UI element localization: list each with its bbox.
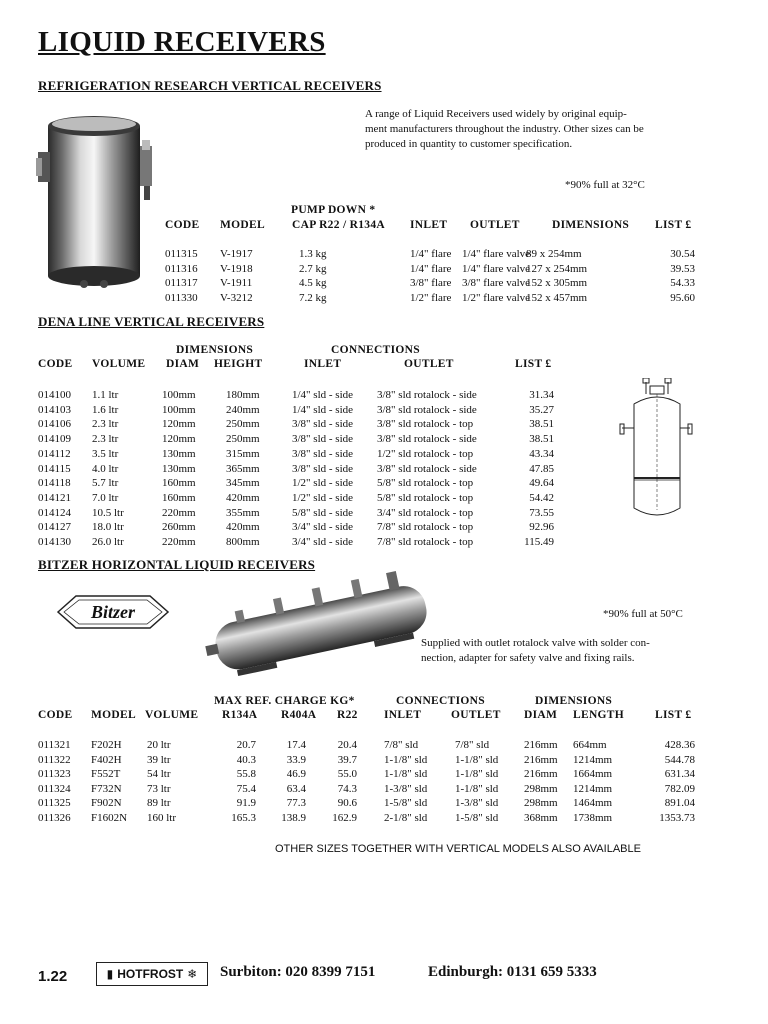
bitzer-row-cell-list: 891.04 bbox=[664, 797, 695, 810]
dena-row-cell-code: 014127 bbox=[38, 521, 71, 534]
bitzer-row-cell-length: 664mm bbox=[573, 739, 607, 751]
dena-header-list: LIST £ bbox=[515, 358, 552, 370]
bitzer-row-cell-r134a: 75.4 bbox=[236, 782, 256, 795]
bitzer-row-cell-list: 428.36 bbox=[664, 739, 695, 751]
bitzer-footnote: OTHER SIZES TOGETHER WITH VERTICAL MODELS ALSO AVAILABLE bbox=[275, 843, 641, 855]
bitzer-row-cell-outlet: 7/8" sld bbox=[455, 739, 490, 751]
dena-row-cell-list: 31.34 bbox=[529, 389, 554, 401]
bitzer-row-cell-r134a: 40.3 bbox=[236, 753, 256, 766]
bitzer-row-cell-outlet: 1-1/8" sld bbox=[455, 768, 499, 781]
bitzer-row-cell-diam: 216mm bbox=[524, 739, 558, 751]
dena-header-connections: CONNECTIONS bbox=[331, 344, 420, 356]
rr-row-cell-inlet: 1/4" flare bbox=[410, 262, 452, 275]
bitzer-row-cell-outlet: 1-5/8" sld bbox=[455, 812, 499, 824]
bitzer-row-cell-r404a: 33.9 bbox=[286, 753, 306, 766]
dena-row-cell-code: 014109 bbox=[38, 433, 71, 446]
dena-header-code: CODE bbox=[38, 358, 73, 370]
bitzer-fill-note: *90% full at 50°C bbox=[603, 608, 683, 620]
bitzer-row-cell-r134a: 20.7 bbox=[236, 739, 256, 751]
bitzer-row-cell-r22: 162.9 bbox=[332, 812, 357, 824]
dena-row-cell-code: 014100 bbox=[38, 389, 71, 401]
bitzer-row-cell-diam: 298mm bbox=[524, 782, 558, 795]
rr-row-cell-dimensions: 89 x 254mm bbox=[526, 248, 582, 260]
dena-row-cell-volume: 3.5 ltr bbox=[92, 447, 119, 460]
bitzer-header-list: LIST £ bbox=[655, 709, 692, 721]
rr-description bbox=[365, 107, 644, 152]
bitzer-row-cell-code: 011322 bbox=[38, 753, 71, 766]
rr-header-cap: CAP R22 / R134A bbox=[292, 219, 385, 231]
dena-row-cell-volume: 18.0 ltr bbox=[92, 521, 124, 534]
page-title: LIQUID RECEIVERS bbox=[38, 26, 326, 58]
rr-row-cell-code: 011330 bbox=[165, 292, 198, 305]
rr-row-cell-code: 011315 bbox=[165, 248, 198, 260]
dena-row-cell-list: 49.64 bbox=[529, 477, 554, 490]
dena-row-cell-volume: 2.3 ltr bbox=[92, 418, 119, 431]
rr-section-heading: REFRIGERATION RESEARCH VERTICAL RECEIVERS bbox=[38, 78, 382, 93]
dena-row-cell-list: 35.27 bbox=[529, 403, 554, 416]
bitzer-row-cell-model: F552T bbox=[91, 768, 121, 781]
dena-row-cell-outlet: 3/8" sld rotalock - side bbox=[377, 433, 477, 446]
bitzer-row-cell-outlet: 1-1/8" sld bbox=[455, 782, 499, 795]
bitzer-row-cell-diam: 298mm bbox=[524, 797, 558, 810]
bitzer-row-cell-model: F902N bbox=[91, 797, 122, 810]
rr-row-cell-model: V-3212 bbox=[220, 292, 253, 305]
rr-row-cell-code: 011317 bbox=[165, 277, 198, 290]
dena-row-cell-code: 014115 bbox=[38, 462, 71, 475]
dena-row-cell-volume: 2.3 ltr bbox=[92, 433, 119, 446]
dena-row-cell-diam: 120mm bbox=[162, 433, 196, 446]
dena-row-cell-inlet: 1/4" sld - side bbox=[292, 389, 354, 401]
dena-row-cell-outlet: 3/8" sld rotalock - side bbox=[377, 462, 477, 475]
horizontal-receiver-image bbox=[200, 568, 440, 680]
bitzer-row-cell-r22: 55.0 bbox=[337, 768, 357, 781]
bitzer-row-cell-inlet: 2-1/8" sld bbox=[384, 812, 428, 824]
dena-row-cell-height: 315mm bbox=[226, 447, 260, 460]
dena-row-cell-volume: 26.0 ltr bbox=[92, 536, 124, 548]
dena-row-cell-code: 014106 bbox=[38, 418, 71, 431]
dena-row-cell-code: 014103 bbox=[38, 403, 71, 416]
bitzer-row-cell-code: 011325 bbox=[38, 797, 71, 810]
bitzer-row-cell-r22: 39.7 bbox=[337, 753, 357, 766]
dena-row-cell-height: 420mm bbox=[226, 521, 260, 534]
hotfrost-logo bbox=[96, 962, 208, 986]
dena-row-cell-volume: 4.0 ltr bbox=[92, 462, 119, 475]
bitzer-row-cell-volume: 89 ltr bbox=[147, 797, 171, 810]
rr-row-cell-inlet: 1/4" flare bbox=[410, 248, 452, 260]
rr-row-cell-outlet: 1/4" flare valve bbox=[462, 262, 531, 275]
dena-row-cell-volume: 7.0 ltr bbox=[92, 491, 119, 504]
dena-row-cell-diam: 220mm bbox=[162, 536, 196, 548]
dena-row-cell-list: 38.51 bbox=[529, 433, 554, 446]
bitzer-header-r134a: R134A bbox=[222, 709, 258, 721]
dena-row-cell-outlet: 7/8" sld rotalock - top bbox=[377, 521, 474, 534]
dena-row-cell-diam: 130mm bbox=[162, 462, 196, 475]
rr-row-cell-inlet: 3/8" flare bbox=[410, 277, 452, 290]
dena-row-cell-diam: 160mm bbox=[162, 477, 196, 490]
bitzer-header-volume: VOLUME bbox=[145, 709, 199, 721]
dena-row-cell-diam: 120mm bbox=[162, 418, 196, 431]
dena-row-cell-height: 250mm bbox=[226, 418, 260, 431]
bitzer-row-cell-length: 1464mm bbox=[573, 797, 613, 810]
bitzer-header-code: CODE bbox=[38, 709, 73, 721]
bitzer-row-cell-r404a: 63.4 bbox=[286, 782, 306, 795]
bitzer-header-outlet: OUTLET bbox=[451, 709, 501, 721]
bitzer-row-cell-r404a: 138.9 bbox=[281, 812, 306, 824]
rr-fill-note: *90% full at 32°C bbox=[565, 179, 645, 191]
dena-row-cell-code: 014130 bbox=[38, 536, 71, 548]
rr-row-cell-dimensions: 127 x 254mm bbox=[526, 262, 588, 275]
vertical-receiver-image bbox=[36, 112, 156, 290]
dena-header-inlet: INLET bbox=[304, 358, 342, 370]
dena-row-cell-diam: 100mm bbox=[162, 389, 196, 401]
bitzer-header-dimensions: DIMENSIONS bbox=[535, 695, 613, 707]
dena-row-cell-inlet: 1/4" sld - side bbox=[292, 403, 354, 416]
dena-row-cell-outlet: 3/4" sld rotalock - top bbox=[377, 506, 474, 519]
dena-row-cell-list: 73.55 bbox=[529, 506, 554, 519]
rr-row-cell-outlet: 1/2" flare valve bbox=[462, 292, 531, 305]
bitzer-row-cell-diam: 368mm bbox=[524, 812, 558, 824]
rr-row-cell-outlet: 3/8" flare valve bbox=[462, 277, 531, 290]
dena-row-cell-list: 115.49 bbox=[524, 536, 554, 548]
rr-row-cell-cap: 7.2 kg bbox=[299, 292, 327, 305]
bitzer-row-cell-inlet: 7/8" sld bbox=[384, 739, 419, 751]
bitzer-row-cell-code: 011326 bbox=[38, 812, 71, 824]
bitzer-row-cell-length: 1664mm bbox=[573, 768, 613, 781]
rr-header-model: MODEL bbox=[220, 219, 265, 231]
bitzer-row-cell-volume: 39 ltr bbox=[147, 753, 171, 766]
dena-header-dimensions: DIMENSIONS bbox=[176, 344, 254, 356]
dena-row-cell-code: 014112 bbox=[38, 447, 71, 460]
dena-row-cell-height: 420mm bbox=[226, 491, 260, 504]
bitzer-row-cell-r134a: 55.8 bbox=[236, 768, 256, 781]
rr-row-cell-cap: 4.5 kg bbox=[299, 277, 327, 290]
bitzer-header-r22: R22 bbox=[337, 709, 358, 721]
rr-row-cell-code: 011316 bbox=[165, 262, 198, 275]
logo-mark-icon: ▮ bbox=[106, 967, 114, 981]
dena-row-cell-list: 43.34 bbox=[529, 447, 554, 460]
bitzer-row-cell-code: 011324 bbox=[38, 782, 71, 795]
bitzer-row-cell-volume: 160 ltr bbox=[147, 812, 177, 824]
dena-row-cell-volume: 1.6 ltr bbox=[92, 403, 119, 416]
rr-header-code: CODE bbox=[165, 219, 200, 231]
bitzer-row-cell-diam: 216mm bbox=[524, 768, 558, 781]
rr-header-pump-down: PUMP DOWN * bbox=[291, 204, 376, 216]
bitzer-header-connections: CONNECTIONS bbox=[396, 695, 485, 707]
dena-header-height: HEIGHT bbox=[214, 358, 263, 370]
bitzer-row-cell-r22: 20.4 bbox=[337, 739, 357, 751]
dena-row-cell-inlet: 3/8" sld - side bbox=[292, 418, 354, 431]
rr-row-cell-model: V-1917 bbox=[220, 248, 253, 260]
dena-row-cell-height: 365mm bbox=[226, 462, 260, 475]
dena-row-cell-volume: 10.5 ltr bbox=[92, 506, 124, 519]
dena-row-cell-height: 240mm bbox=[226, 403, 260, 416]
bitzer-row-cell-r404a: 77.3 bbox=[286, 797, 306, 810]
bitzer-row-cell-length: 1214mm bbox=[573, 753, 613, 766]
bitzer-row-cell-r134a: 165.3 bbox=[231, 812, 256, 824]
bitzer-header-max-ref: MAX REF. CHARGE KG* bbox=[214, 695, 355, 707]
bitzer-row-cell-inlet: 1-5/8" sld bbox=[384, 797, 428, 810]
dena-receiver-drawing bbox=[612, 378, 702, 534]
bitzer-section-heading: BITZER HORIZONTAL LIQUID RECEIVERS bbox=[38, 557, 316, 572]
rr-row-cell-list: 30.54 bbox=[670, 248, 695, 260]
bitzer-row-cell-r22: 90.6 bbox=[337, 797, 357, 810]
dena-row-cell-outlet: 7/8" sld rotalock - top bbox=[377, 536, 474, 548]
surbiton-phone: Surbiton: 020 8399 7151 bbox=[220, 964, 376, 980]
dena-row-cell-height: 355mm bbox=[226, 506, 260, 519]
rr-row-cell-cap: 1.3 kg bbox=[299, 248, 327, 260]
rr-row-cell-dimensions: 152 x 305mm bbox=[526, 277, 588, 290]
hotfrost-logo-text: HOTFROST bbox=[117, 967, 184, 981]
dena-row-cell-height: 180mm bbox=[226, 389, 260, 401]
bitzer-row-cell-volume: 54 ltr bbox=[147, 768, 171, 781]
bitzer-logo bbox=[56, 593, 170, 631]
rr-row-cell-dimensions: 152 x 457mm bbox=[526, 292, 588, 305]
rr-row-cell-inlet: 1/2" flare bbox=[410, 292, 452, 305]
rr-header-dimensions: DIMENSIONS bbox=[552, 219, 630, 231]
dena-row-cell-inlet: 3/8" sld - side bbox=[292, 433, 354, 446]
bitzer-header-diam: DIAM bbox=[524, 709, 558, 721]
rr-row-cell-model: V-1911 bbox=[220, 277, 253, 290]
edinburgh-phone: Edinburgh: 0131 659 5333 bbox=[428, 964, 597, 980]
bitzer-row-cell-code: 011321 bbox=[38, 739, 71, 751]
bitzer-header-r404a: R404A bbox=[281, 709, 317, 721]
dena-row-cell-height: 345mm bbox=[226, 477, 260, 490]
dena-row-cell-inlet: 3/8" sld - side bbox=[292, 447, 354, 460]
snowflake-icon: ❄ bbox=[187, 967, 198, 981]
dena-row-cell-list: 54.42 bbox=[529, 491, 554, 504]
bitzer-header-model: MODEL bbox=[91, 709, 136, 721]
rr-row-cell-outlet: 1/4" flare valve bbox=[462, 248, 531, 260]
bitzer-row-cell-length: 1738mm bbox=[573, 812, 613, 824]
dena-row-cell-code: 014118 bbox=[38, 477, 71, 490]
dena-row-cell-outlet: 5/8" sld rotalock - top bbox=[377, 477, 474, 490]
bitzer-row-cell-inlet: 1-3/8" sld bbox=[384, 782, 428, 795]
dena-row-cell-code: 014121 bbox=[38, 491, 71, 504]
dena-row-cell-inlet: 1/2" sld - side bbox=[292, 491, 354, 504]
bitzer-row-cell-code: 011323 bbox=[38, 768, 71, 781]
bitzer-row-cell-volume: 73 ltr bbox=[147, 782, 171, 795]
dena-header-outlet: OUTLET bbox=[404, 358, 454, 370]
rr-row-cell-list: 54.33 bbox=[670, 277, 695, 290]
dena-row-cell-inlet: 3/4" sld - side bbox=[292, 536, 354, 548]
dena-row-cell-volume: 5.7 ltr bbox=[92, 477, 119, 490]
bitzer-row-cell-model: F732N bbox=[91, 782, 122, 795]
dena-row-cell-diam: 260mm bbox=[162, 521, 196, 534]
rr-header-outlet: OUTLET bbox=[470, 219, 520, 231]
bitzer-row-cell-model: F1602N bbox=[91, 812, 128, 824]
dena-row-cell-outlet: 5/8" sld rotalock - top bbox=[377, 491, 474, 504]
bitzer-row-cell-list: 1353.73 bbox=[659, 812, 695, 824]
rr-row-cell-list: 95.60 bbox=[670, 292, 695, 305]
dena-row-cell-inlet: 3/8" sld - side bbox=[292, 462, 354, 475]
rr-header-list: LIST £ bbox=[655, 219, 692, 231]
bitzer-row-cell-list: 631.34 bbox=[664, 768, 695, 781]
dena-row-cell-outlet: 3/8" sld rotalock - side bbox=[377, 403, 477, 416]
dena-row-cell-volume: 1.1 ltr bbox=[92, 389, 119, 401]
page-number: 1.22 bbox=[38, 968, 68, 985]
dena-row-cell-height: 800mm bbox=[226, 536, 260, 548]
bitzer-row-cell-diam: 216mm bbox=[524, 753, 558, 766]
bitzer-header-length: LENGTH bbox=[573, 709, 625, 721]
bitzer-row-cell-list: 544.78 bbox=[664, 753, 695, 766]
bitzer-row-cell-length: 1214mm bbox=[573, 782, 613, 795]
bitzer-row-cell-r134a: 91.9 bbox=[236, 797, 256, 810]
bitzer-row-cell-inlet: 1-1/8" sld bbox=[384, 768, 428, 781]
dena-row-cell-diam: 100mm bbox=[162, 403, 196, 416]
dena-row-cell-list: 47.85 bbox=[529, 462, 554, 475]
bitzer-row-cell-outlet: 1-1/8" sld bbox=[455, 753, 499, 766]
rr-description-line: A range of Liquid Receivers used widely by original equip- bbox=[365, 108, 627, 120]
dena-row-cell-outlet: 3/8" sld rotalock - side bbox=[377, 389, 477, 401]
dena-row-cell-outlet: 1/2" sld rotalock - top bbox=[377, 447, 474, 460]
dena-header-volume: VOLUME bbox=[92, 358, 146, 370]
rr-header-inlet: INLET bbox=[410, 219, 448, 231]
dena-row-cell-code: 014124 bbox=[38, 506, 71, 519]
dena-row-cell-list: 38.51 bbox=[529, 418, 554, 431]
bitzer-row-cell-list: 782.09 bbox=[664, 782, 695, 795]
bitzer-logo-text: Bitzer bbox=[90, 602, 136, 622]
bitzer-description bbox=[421, 636, 650, 666]
dena-header-diam: DIAM bbox=[166, 358, 200, 370]
rr-description-line: produced in quantity to customer specification. bbox=[365, 138, 573, 150]
bitzer-header-inlet: INLET bbox=[384, 709, 422, 721]
bitzer-description-line: nection, adapter for safety valve and fixing rails. bbox=[421, 652, 635, 664]
dena-section-heading: DENA LINE VERTICAL RECEIVERS bbox=[38, 314, 265, 329]
dena-row-cell-outlet: 3/8" sld rotalock - top bbox=[377, 418, 474, 431]
bitzer-row-cell-r404a: 17.4 bbox=[286, 739, 306, 751]
dena-row-cell-diam: 220mm bbox=[162, 506, 196, 519]
bitzer-row-cell-r404a: 46.9 bbox=[286, 768, 306, 781]
bitzer-row-cell-volume: 20 ltr bbox=[147, 739, 171, 751]
bitzer-row-cell-inlet: 1-1/8" sld bbox=[384, 753, 428, 766]
bitzer-row-cell-model: F202H bbox=[91, 739, 122, 751]
bitzer-description-line: Supplied with outlet rotalock valve with solder con- bbox=[421, 637, 650, 649]
dena-row-cell-inlet: 1/2" sld - side bbox=[292, 477, 354, 490]
dena-row-cell-height: 250mm bbox=[226, 433, 260, 446]
dena-row-cell-diam: 160mm bbox=[162, 491, 196, 504]
dena-row-cell-inlet: 3/4" sld - side bbox=[292, 521, 354, 534]
dena-row-cell-list: 92.96 bbox=[529, 521, 554, 534]
bitzer-row-cell-r22: 74.3 bbox=[337, 782, 357, 795]
rr-row-cell-model: V-1918 bbox=[220, 262, 253, 275]
bitzer-row-cell-outlet: 1-3/8" sld bbox=[455, 797, 499, 810]
dena-row-cell-diam: 130mm bbox=[162, 447, 196, 460]
rr-description-line: ment manufacturers throughout the industry. Other sizes can be bbox=[365, 123, 644, 135]
bitzer-row-cell-model: F402H bbox=[91, 753, 122, 766]
dena-row-cell-inlet: 5/8" sld - side bbox=[292, 506, 354, 519]
rr-row-cell-cap: 2.7 kg bbox=[299, 262, 327, 275]
rr-row-cell-list: 39.53 bbox=[670, 262, 695, 275]
